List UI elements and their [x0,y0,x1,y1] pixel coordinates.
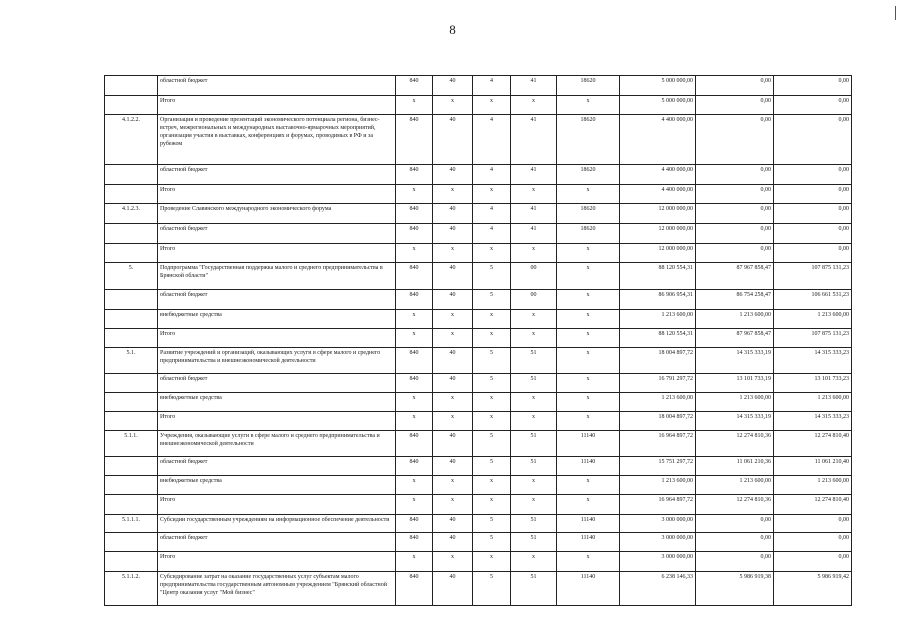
code-pgp-cell: х [473,393,511,412]
code-direction-cell: 11140 [557,533,620,552]
amount-year3-cell: 1 213 600,00 [774,393,852,412]
row-number-cell [105,329,158,348]
amount-year2-cell: 86 754 258,47 [696,290,774,310]
row-name-cell: Субсидии государственным учреждениям на информационное обеспечение деятельности [158,515,396,533]
code-gp-cell: 40 [433,263,473,290]
code-gp-cell: х [433,476,473,495]
code-grbs-cell: 840 [396,76,433,96]
table-row [105,393,852,412]
code-direction-cell: х [557,393,620,412]
code-om-cell: х [511,96,557,115]
table-row [105,348,852,374]
amount-year2-cell: 0,00 [696,224,774,244]
code-gp-cell: 40 [433,165,473,185]
row-name-cell: областной бюджет [158,457,396,476]
amount-year2-cell: 0,00 [696,115,774,165]
row-number-cell [105,244,158,263]
amount-year1-cell: 1 213 600,00 [620,476,696,495]
table-row [105,374,852,393]
table-row [105,290,852,310]
code-om-cell: х [511,552,557,572]
code-om-cell: х [511,412,557,431]
amount-year1-cell: 1 213 600,00 [620,393,696,412]
code-direction-cell: х [557,374,620,393]
row-name-cell: Подпрограмма "Государственная поддержка малого и среднего предпринимательства в Брянской области" [158,263,396,290]
amount-year3-cell: 107 875 131,23 [774,263,852,290]
code-pgp-cell: 5 [473,515,511,533]
code-gp-cell: 40 [433,204,473,224]
amount-year3-cell: 1 213 600,00 [774,476,852,495]
code-direction-cell: 18620 [557,165,620,185]
amount-year3-cell: 107 875 131,23 [774,329,852,348]
table-row [105,515,852,533]
code-grbs-cell: 840 [396,204,433,224]
code-gp-cell: 40 [433,431,473,457]
code-gp-cell: 40 [433,115,473,165]
budget-table [104,75,852,606]
amount-year2-cell: 0,00 [696,96,774,115]
amount-year3-cell: 11 061 210,40 [774,457,852,476]
code-pgp-cell: х [473,244,511,263]
row-name-cell: внебюджетные средства [158,310,396,329]
code-pgp-cell: х [473,96,511,115]
row-name-cell: областной бюджет [158,374,396,393]
amount-year1-cell: 12 000 000,00 [620,204,696,224]
amount-year3-cell: 0,00 [774,244,852,263]
code-om-cell: 51 [511,348,557,374]
code-grbs-cell: х [396,185,433,204]
code-om-cell: 41 [511,76,557,96]
row-number-cell: 5.1.1.2. [105,572,158,606]
code-om-cell: х [511,495,557,515]
table-row [105,263,852,290]
amount-year3-cell: 0,00 [774,165,852,185]
amount-year1-cell: 4 400 000,00 [620,165,696,185]
code-direction-cell: 11140 [557,431,620,457]
code-pgp-cell: 5 [473,572,511,606]
code-grbs-cell: 840 [396,515,433,533]
code-direction-cell: х [557,185,620,204]
code-pgp-cell: х [473,412,511,431]
row-name-cell: Итого [158,495,396,515]
amount-year3-cell: 0,00 [774,76,852,96]
code-grbs-cell: 840 [396,431,433,457]
amount-year1-cell: 3 000 000,00 [620,552,696,572]
code-om-cell: х [511,329,557,348]
row-name-cell: областной бюджет [158,224,396,244]
amount-year3-cell: 0,00 [774,96,852,115]
amount-year2-cell: 0,00 [696,515,774,533]
code-pgp-cell: х [473,310,511,329]
row-name-cell: областной бюджет [158,290,396,310]
code-direction-cell: х [557,476,620,495]
code-direction-cell: 11140 [557,572,620,606]
amount-year2-cell: 0,00 [696,204,774,224]
amount-year3-cell: 0,00 [774,224,852,244]
amount-year3-cell: 0,00 [774,552,852,572]
code-direction-cell: х [557,552,620,572]
amount-year1-cell: 16 791 297,72 [620,374,696,393]
row-name-cell: Итого [158,185,396,204]
row-number-cell: 5.1.1. [105,431,158,457]
row-number-cell [105,533,158,552]
code-grbs-cell: х [396,329,433,348]
amount-year2-cell: 1 213 600,00 [696,476,774,495]
code-pgp-cell: 5 [473,348,511,374]
code-grbs-cell: х [396,393,433,412]
amount-year2-cell: 1 213 600,00 [696,310,774,329]
code-grbs-cell: 840 [396,374,433,393]
code-direction-cell: 11140 [557,457,620,476]
amount-year1-cell: 16 964 897,72 [620,431,696,457]
code-om-cell: 51 [511,374,557,393]
code-om-cell: 51 [511,457,557,476]
amount-year1-cell: 18 004 897,72 [620,348,696,374]
code-om-cell: 00 [511,263,557,290]
table-row [105,476,852,495]
amount-year3-cell: 5 986 919,42 [774,572,852,606]
amount-year2-cell: 11 061 210,36 [696,457,774,476]
amount-year2-cell: 0,00 [696,76,774,96]
row-number-cell [105,185,158,204]
row-number-cell: 5.1. [105,348,158,374]
amount-year1-cell: 3 000 000,00 [620,515,696,533]
table-row [105,165,852,185]
amount-year1-cell: 12 000 000,00 [620,244,696,263]
code-om-cell: х [511,185,557,204]
code-grbs-cell: 840 [396,115,433,165]
code-grbs-cell: х [396,495,433,515]
code-pgp-cell: 5 [473,533,511,552]
row-number-cell [105,476,158,495]
code-gp-cell: 40 [433,533,473,552]
amount-year3-cell: 106 661 531,23 [774,290,852,310]
code-pgp-cell: 5 [473,374,511,393]
amount-year3-cell: 13 101 733,23 [774,374,852,393]
table-row [105,329,852,348]
code-grbs-cell: х [396,244,433,263]
code-pgp-cell: 5 [473,457,511,476]
amount-year2-cell: 87 967 858,47 [696,329,774,348]
amount-year2-cell: 14 315 333,19 [696,348,774,374]
table-row [105,431,852,457]
table-row [105,185,852,204]
code-om-cell: 51 [511,431,557,457]
code-direction-cell: 18620 [557,204,620,224]
code-grbs-cell: х [396,310,433,329]
code-gp-cell: х [433,96,473,115]
code-pgp-cell: х [473,476,511,495]
table-row [105,457,852,476]
code-gp-cell: х [433,310,473,329]
amount-year2-cell: 0,00 [696,165,774,185]
row-name-cell: Проведение Славянского международного экономического форума [158,204,396,224]
code-direction-cell: х [557,263,620,290]
code-grbs-cell: 840 [396,457,433,476]
amount-year2-cell: 14 315 333,19 [696,412,774,431]
table-row [105,244,852,263]
amount-year2-cell: 5 986 919,38 [696,572,774,606]
code-grbs-cell: 840 [396,348,433,374]
amount-year1-cell: 88 120 554,31 [620,329,696,348]
row-name-cell: внебюджетные средства [158,393,396,412]
row-number-cell [105,374,158,393]
code-pgp-cell: х [473,329,511,348]
table-row [105,310,852,329]
row-name-cell: Учреждения, оказывающие услуги в сфере малого и среднего предпринимательства и внешнеэкономической деятельности [158,431,396,457]
code-direction-cell: 18620 [557,224,620,244]
code-pgp-cell: х [473,552,511,572]
row-name-cell: Субсидирование затрат на оказание государственных услуг субъектам малого предпринимательства государственным автономным учреждением "Брянский областной "Центр оказания услуг "Мой бизнес" [158,572,396,606]
row-name-cell: областной бюджет [158,165,396,185]
code-direction-cell: 18620 [557,115,620,165]
row-number-cell [105,165,158,185]
amount-year2-cell: 0,00 [696,533,774,552]
row-number-cell: 4.1.2.2. [105,115,158,165]
row-number-cell [105,495,158,515]
row-name-cell: Итого [158,96,396,115]
code-gp-cell: 40 [433,457,473,476]
amount-year2-cell: 13 101 733,19 [696,374,774,393]
code-om-cell: 41 [511,165,557,185]
row-number-cell [105,393,158,412]
code-direction-cell: х [557,244,620,263]
code-pgp-cell: 4 [473,115,511,165]
row-name-cell: Итого [158,244,396,263]
amount-year1-cell: 4 400 000,00 [620,185,696,204]
code-pgp-cell: 4 [473,76,511,96]
row-number-cell [105,412,158,431]
amount-year1-cell: 3 000 000,00 [620,533,696,552]
code-om-cell: 51 [511,533,557,552]
row-name-cell: Итого [158,412,396,431]
table-row [105,224,852,244]
code-gp-cell: 40 [433,224,473,244]
table-row [105,412,852,431]
amount-year1-cell: 4 400 000,00 [620,115,696,165]
amount-year2-cell: 0,00 [696,185,774,204]
row-number-cell [105,290,158,310]
code-om-cell: 51 [511,572,557,606]
row-number-cell [105,76,158,96]
code-direction-cell: х [557,348,620,374]
code-grbs-cell: 840 [396,533,433,552]
amount-year1-cell: 15 751 297,72 [620,457,696,476]
code-gp-cell: 40 [433,515,473,533]
amount-year2-cell: 12 274 810,36 [696,431,774,457]
amount-year3-cell: 14 315 333,23 [774,412,852,431]
code-pgp-cell: х [473,185,511,204]
code-om-cell: 41 [511,115,557,165]
amount-year1-cell: 6 238 146,33 [620,572,696,606]
code-direction-cell: х [557,329,620,348]
amount-year1-cell: 88 120 554,31 [620,263,696,290]
amount-year1-cell: 12 000 000,00 [620,224,696,244]
row-name-cell: Организация и проведение презентаций экономического потенциала региона, бизнес-встреч, межрегиональных и международных выставочно-ярмарочных мероприятий, организация участия в выставках, конференциях и форумах, проводимых в РФ и за рубежом [158,115,396,165]
code-grbs-cell: х [396,552,433,572]
table-row [105,533,852,552]
code-gp-cell: 40 [433,290,473,310]
amount-year2-cell: 1 213 600,00 [696,393,774,412]
table-row [105,96,852,115]
code-pgp-cell: 5 [473,431,511,457]
code-grbs-cell: 840 [396,572,433,606]
code-om-cell: х [511,310,557,329]
code-gp-cell: х [433,412,473,431]
code-direction-cell: х [557,495,620,515]
code-gp-cell: 40 [433,348,473,374]
code-direction-cell: 11140 [557,515,620,533]
code-grbs-cell: 840 [396,224,433,244]
code-gp-cell: х [433,495,473,515]
row-number-cell: 5. [105,263,158,290]
code-om-cell: х [511,476,557,495]
amount-year1-cell: 1 213 600,00 [620,310,696,329]
amount-year3-cell: 1 213 600,00 [774,310,852,329]
code-om-cell: 51 [511,515,557,533]
code-direction-cell: х [557,310,620,329]
table-row [105,204,852,224]
code-grbs-cell: 840 [396,263,433,290]
code-direction-cell: х [557,290,620,310]
amount-year1-cell: 5 000 000,00 [620,76,696,96]
code-gp-cell: х [433,244,473,263]
code-pgp-cell: 4 [473,165,511,185]
row-number-cell: 4.1.2.3. [105,204,158,224]
code-om-cell: 41 [511,204,557,224]
code-om-cell: 00 [511,290,557,310]
amount-year3-cell: 0,00 [774,204,852,224]
code-om-cell: х [511,393,557,412]
code-grbs-cell: 840 [396,165,433,185]
code-gp-cell: х [433,552,473,572]
row-number-cell [105,224,158,244]
code-gp-cell: 40 [433,76,473,96]
row-number-cell: 5.1.1.1. [105,515,158,533]
row-number-cell [105,310,158,329]
amount-year2-cell: 12 274 810,36 [696,495,774,515]
table-row [105,495,852,515]
row-name-cell: областной бюджет [158,533,396,552]
page-number: 8 [449,22,456,37]
table-row [105,552,852,572]
table-row [105,115,852,165]
amount-year3-cell: 0,00 [774,115,852,165]
code-grbs-cell: х [396,412,433,431]
code-gp-cell: х [433,185,473,204]
amount-year1-cell: 16 964 897,72 [620,495,696,515]
amount-year2-cell: 0,00 [696,244,774,263]
row-number-cell [105,457,158,476]
code-pgp-cell: х [473,495,511,515]
amount-year1-cell: 86 906 954,31 [620,290,696,310]
amount-year3-cell: 0,00 [774,185,852,204]
code-gp-cell: х [433,393,473,412]
row-name-cell: Итого [158,552,396,572]
amount-year3-cell: 12 274 810,40 [774,431,852,457]
code-om-cell: х [511,244,557,263]
table-row [105,76,852,96]
amount-year1-cell: 5 000 000,00 [620,96,696,115]
code-pgp-cell: 5 [473,290,511,310]
code-grbs-cell: х [396,96,433,115]
code-direction-cell: х [557,412,620,431]
row-name-cell: внебюджетные средства [158,476,396,495]
amount-year3-cell: 12 274 810,40 [774,495,852,515]
code-grbs-cell: 840 [396,290,433,310]
table-row [105,572,852,606]
code-om-cell: 41 [511,224,557,244]
page-edge-mark [895,6,896,20]
row-name-cell: областной бюджет [158,76,396,96]
amount-year2-cell: 0,00 [696,552,774,572]
amount-year2-cell: 87 967 858,47 [696,263,774,290]
code-pgp-cell: 4 [473,224,511,244]
code-gp-cell: х [433,329,473,348]
code-grbs-cell: х [396,476,433,495]
row-number-cell [105,96,158,115]
amount-year3-cell: 0,00 [774,533,852,552]
row-name-cell: Итого [158,329,396,348]
row-number-cell [105,552,158,572]
code-gp-cell: 40 [433,374,473,393]
code-gp-cell: 40 [433,572,473,606]
code-direction-cell: 18620 [557,76,620,96]
amount-year1-cell: 18 004 897,72 [620,412,696,431]
code-pgp-cell: 4 [473,204,511,224]
amount-year3-cell: 0,00 [774,515,852,533]
amount-year3-cell: 14 315 333,23 [774,348,852,374]
row-name-cell: Развитие учреждений и организаций, оказывающих услуги в сфере малого и среднего предпринимательства и внешнеэкономической деятельности [158,348,396,374]
code-direction-cell: х [557,96,620,115]
code-pgp-cell: 5 [473,263,511,290]
